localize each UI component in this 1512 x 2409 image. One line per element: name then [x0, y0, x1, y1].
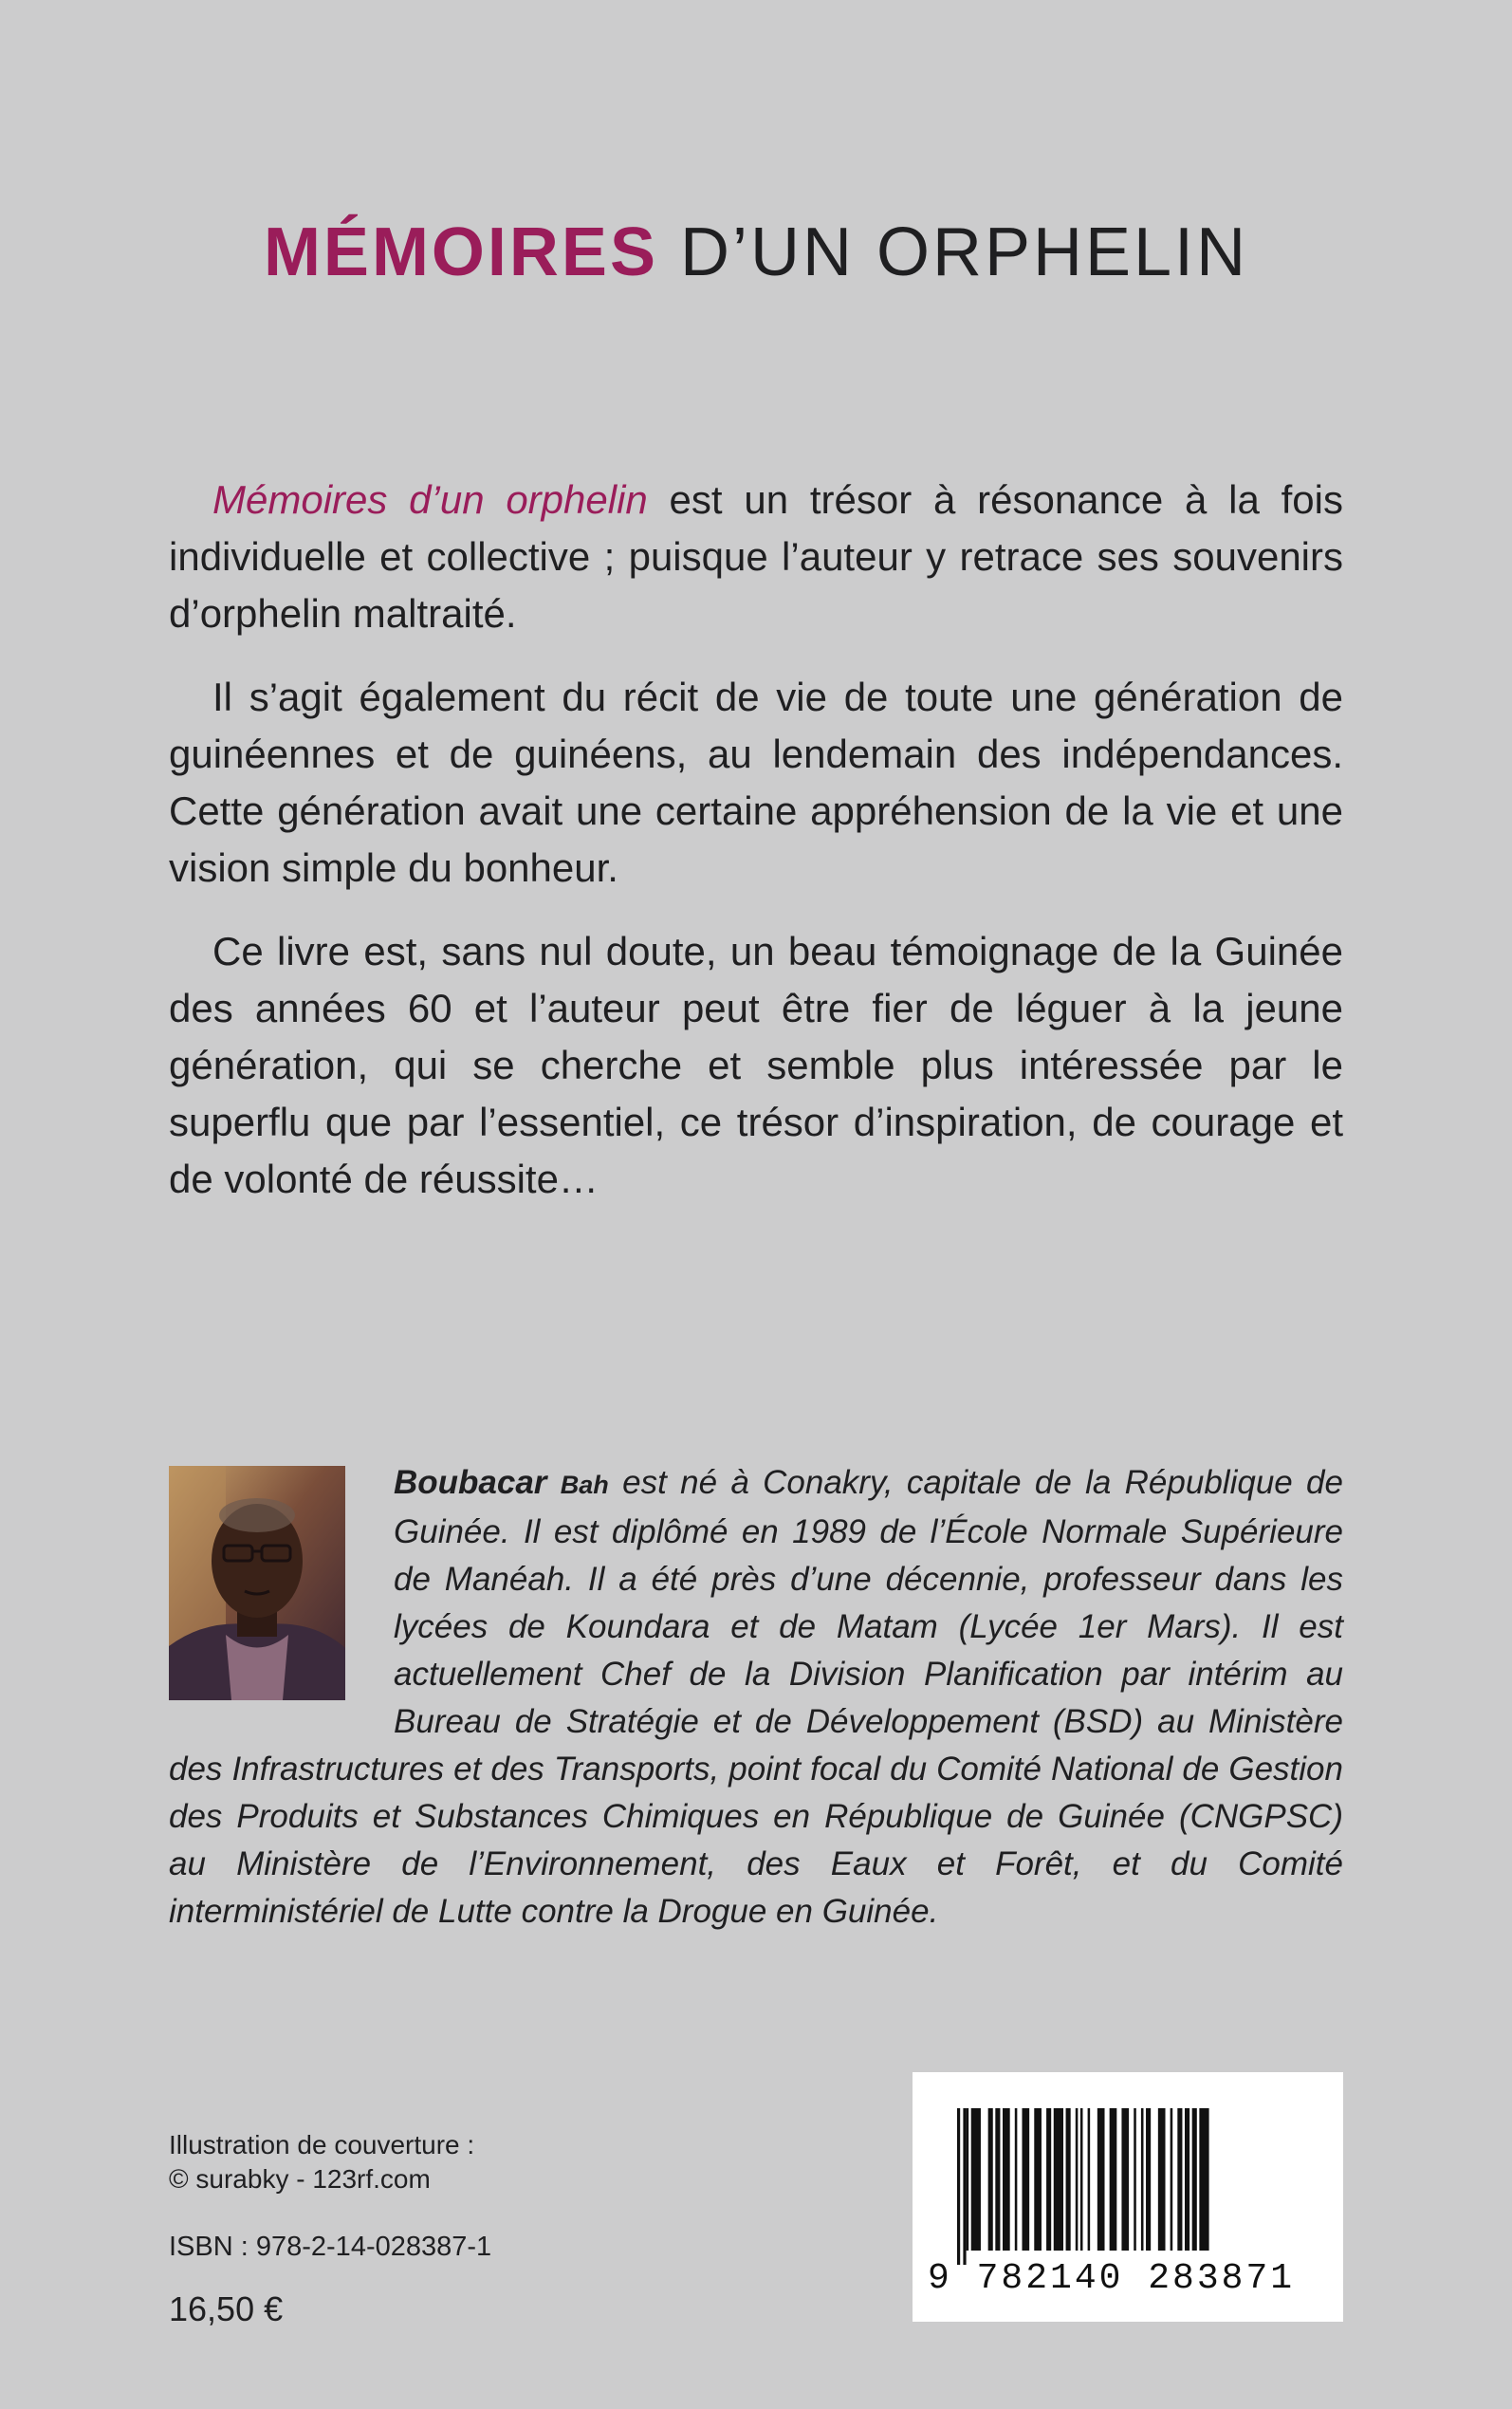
barcode-bar [1110, 2108, 1117, 2251]
barcode-bar [988, 2108, 993, 2251]
barcode-bar [1003, 2108, 1010, 2251]
blurb [169, 472, 1343, 1234]
cover-credits [169, 2128, 474, 2196]
illustration-source: © surabky - 123rf.com [169, 2164, 431, 2194]
photo-spacer [169, 1459, 394, 1702]
blurb-paragraph-1-text: est un trésor à résonance à la fois individuelle et collective ; puisque l’auteur y retrace ses souvenirs d’orphelin maltraité. [169, 477, 1343, 636]
barcode-bar [1054, 2108, 1063, 2251]
price: 16,50 € [169, 2289, 284, 2328]
barcode-bar [957, 2108, 960, 2265]
barcode-bar [963, 2108, 966, 2265]
barcode [913, 2072, 1343, 2322]
barcode-bar [1121, 2108, 1129, 2251]
barcode-bar [1199, 2108, 1208, 2251]
barcode-bar [1185, 2108, 1189, 2251]
barcode-bar [1171, 2108, 1173, 2251]
author-bio-text: est né à Conakry, capitale de la République de Guinée. Il est diplômé en 1989 de l’École Normale Supérieure de Manéah. Il a été près d’une décennie, professeur dans les lycées de Koundara et de Matam (Lycée 1er Mars). Il est actuellement Chef de la Division Planification par intérim au Bureau de Stratégie et de Développement (BSD) au Ministère des Infrastructures et des Transports, point focal du Comité National de Gestion des Produits et Substances Chimiques en République de Guinée (CNGPSC) au Ministère de l’Environnement, des Eaux et Forêt, et du Comité interministériel de Lutte contre la Drogue en Guinée. [169, 1464, 1343, 1930]
barcode-bar [1097, 2108, 1105, 2251]
author-last-name: Bah [560, 1471, 609, 1499]
barcode-bars [957, 2108, 1318, 2265]
book-title [0, 213, 1512, 291]
author-bio [169, 1459, 1343, 1936]
barcode-bar [1066, 2108, 1071, 2251]
barcode-bar [1022, 2108, 1029, 2251]
barcode-bar [1141, 2108, 1144, 2251]
barcode-bar [967, 2108, 969, 2251]
barcode-bar [995, 2108, 1000, 2251]
barcode-bar [1177, 2108, 1182, 2251]
barcode-bar [1046, 2108, 1051, 2251]
barcode-bar [1080, 2108, 1083, 2251]
isbn: ISBN : 978-2-14-028387-1 [169, 2232, 492, 2262]
barcode-bar [1146, 2108, 1151, 2251]
title-rest: D’UN ORPHELIN [679, 214, 1249, 290]
blurb-paragraph-1 [169, 472, 1343, 642]
barcode-bar [1158, 2108, 1166, 2251]
barcode-bar [1134, 2108, 1136, 2251]
blurb-paragraph-2: Il s’agit également du récit de vie de toute une génération de guinéennes et de guinéens, au lendemain des indépendances. Cette génération avait une certaine appréhension de la vie et une vision simple du bonheur. [169, 675, 1343, 890]
blurb-paragraph-3: Ce livre est, sans nul doute, un beau témoignage de la Guinée des années 60 et l’auteur peut être fier de léguer à la jeune génération, qui se cherche et semble plus intéressée par le superflu que par l’essentiel, ce trésor d’inspiration, de courage et de volonté de réussite… [169, 929, 1343, 1201]
barcode-bar [1192, 2108, 1197, 2251]
barcode-digits: 9 782140 283871 [928, 2258, 1296, 2299]
barcode-bar [971, 2108, 981, 2251]
barcode-bar [1088, 2108, 1091, 2251]
author-first-name: Boubacar [394, 1464, 547, 1501]
blurb-book-title: Mémoires d’un orphelin [212, 477, 648, 522]
barcode-bar [1076, 2108, 1079, 2251]
illustration-label: Illustration de couverture : [169, 2130, 475, 2159]
barcode-bar [1015, 2108, 1018, 2251]
barcode-bar [1034, 2108, 1042, 2251]
author-name [394, 1464, 609, 1501]
title-accent: MÉMOIRES [263, 214, 658, 290]
